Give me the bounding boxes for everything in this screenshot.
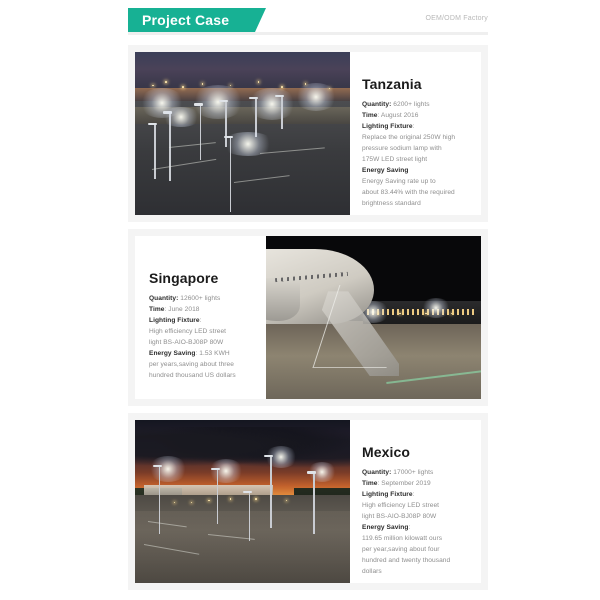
fixture-suffix: : <box>412 491 415 498</box>
plaza-light <box>255 498 257 500</box>
street-light-pole <box>270 456 271 528</box>
saving-heading <box>362 522 469 533</box>
country-name: Tanzania <box>362 76 422 92</box>
fixture-heading <box>149 315 254 326</box>
saving-line: about 83.44% with the required <box>362 189 455 196</box>
card-text-column <box>350 420 481 583</box>
fixture-suffix: : <box>199 317 202 324</box>
fixture-label: Lighting Fixture <box>362 123 413 130</box>
saving-label: Energy Saving <box>149 350 196 357</box>
fixture-label: Lighting Fixture <box>362 491 413 498</box>
card-text-column <box>350 52 481 215</box>
time-label: Time <box>362 480 378 487</box>
section-banner <box>128 8 255 32</box>
saving-line: Energy Saving rate up to <box>362 178 436 185</box>
terminal-window-light <box>425 313 427 315</box>
fixture-line: light BS-AIO-BJ08P 80W <box>149 339 224 346</box>
saving-suffix: : <box>408 524 411 531</box>
fixture-line: pressure sodium lamp with <box>362 145 442 152</box>
singapore-airport-apron-photo <box>266 236 481 399</box>
saving-label: Energy Saving <box>362 524 409 531</box>
street-light-pole <box>200 104 201 159</box>
saving-suffix: : 1.53 KWH <box>195 350 230 357</box>
street-light-pole <box>281 96 282 129</box>
saving-label: Energy Saving <box>362 167 409 174</box>
quantity-line <box>362 467 469 478</box>
fixture-suffix: : <box>412 123 415 130</box>
fixture-line: Replace the original 250W high <box>362 134 456 141</box>
quantity-label: Quantity: <box>362 469 392 476</box>
fixture-heading <box>362 489 469 500</box>
saving-line: 119.65 million kilowatt ours <box>362 535 443 542</box>
time-value: : June 2018 <box>164 306 200 313</box>
quantity-label: Quantity: <box>362 101 392 108</box>
street-light-pole <box>154 124 155 179</box>
fixture-line: High efficiency LED street <box>149 328 227 335</box>
aircraft-nose <box>266 278 300 320</box>
quantity-label: Quantity: <box>149 295 179 302</box>
fixture-heading <box>362 121 469 132</box>
time-value: : August 2016 <box>377 112 419 119</box>
project-case-card <box>128 413 488 590</box>
fixture-line: light BS-AIO-BJ08P 80W <box>362 513 437 520</box>
project-case-card <box>128 229 488 406</box>
saving-line: per year,saving about four <box>362 546 440 553</box>
city-light <box>258 81 260 83</box>
saving-heading <box>149 348 254 359</box>
header-divider <box>128 32 488 35</box>
city-light <box>281 86 283 88</box>
time-line <box>362 110 469 121</box>
street-light-pole <box>313 472 314 534</box>
country-name: Singapore <box>149 270 219 286</box>
time-line <box>149 304 254 315</box>
fixture-line: High efficiency LED street <box>362 502 440 509</box>
fixture-line: 175W LED street light <box>362 156 428 163</box>
quantity-value: 17000+ lights <box>391 469 434 476</box>
page-header <box>128 8 488 40</box>
time-label: Time <box>362 112 378 119</box>
time-label: Time <box>149 306 165 313</box>
quantity-value: 12600+ lights <box>178 295 221 302</box>
page-title: Project Case <box>142 12 230 28</box>
streetlight-glow <box>148 456 188 482</box>
tanzania-night-highway-photo <box>135 52 350 215</box>
factory-tagline: OEM/ODM Factory <box>425 15 488 22</box>
card-inner <box>135 236 481 399</box>
card-text-column <box>135 236 266 399</box>
country-name: Mexico <box>362 444 411 460</box>
project-case-card <box>128 45 488 222</box>
banner-arrow-shape <box>255 8 266 32</box>
street-light-pole <box>217 469 218 524</box>
quantity-value: 6200+ lights <box>391 101 430 108</box>
city-light <box>165 81 167 83</box>
saving-line: hundred and twenty thousand <box>362 557 451 564</box>
saving-line: per years,saving about three <box>149 361 234 368</box>
saving-line: hundred thousand US dollars <box>149 372 236 379</box>
quantity-line <box>149 293 254 304</box>
city-light <box>152 85 154 87</box>
street-light-pole <box>249 492 250 541</box>
city-light <box>182 86 184 88</box>
card-inner <box>135 52 481 215</box>
terminal-window-light <box>399 313 401 315</box>
streetlight-glow <box>264 446 298 468</box>
quantity-line <box>362 99 469 110</box>
street-light-pole <box>255 98 256 137</box>
streetlight-glow <box>208 459 244 483</box>
saving-heading <box>362 165 469 176</box>
plaza-light <box>230 498 232 500</box>
time-line <box>362 478 469 489</box>
city-light <box>202 83 204 85</box>
saving-line: brightness standard <box>362 200 421 207</box>
mexico-toll-plaza-dusk-photo <box>135 420 350 583</box>
fixture-label: Lighting Fixture <box>149 317 200 324</box>
streetlight-glow <box>247 88 297 120</box>
streetlight-glow <box>294 83 338 111</box>
apron-floodlight-glow <box>421 298 451 318</box>
card-inner <box>135 420 481 583</box>
time-value: : September 2019 <box>377 480 431 487</box>
saving-line: dollars <box>362 568 382 575</box>
